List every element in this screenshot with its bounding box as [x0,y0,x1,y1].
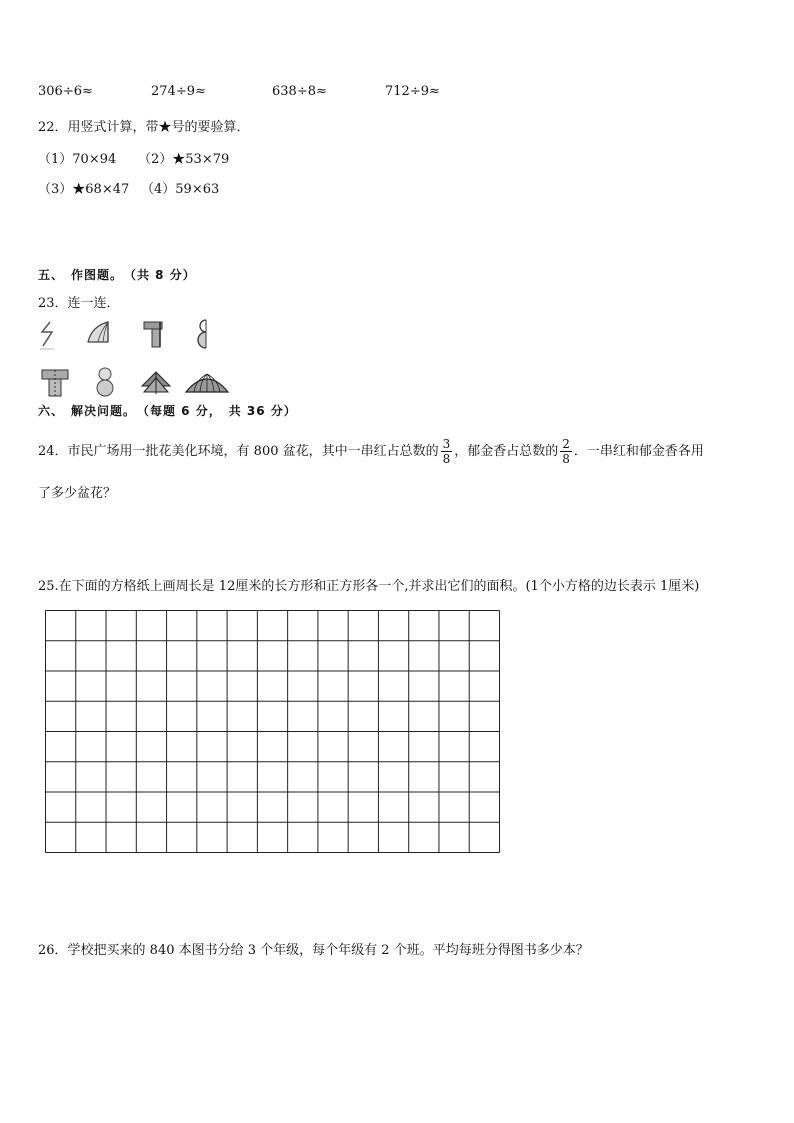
q22-item-4: （4）59×63 [141,182,220,197]
q22-item-3: （3）★68×47 [38,182,130,197]
q21-item-4: 712÷9≈ [385,84,440,99]
zigzag-half-icon [38,320,58,350]
hammer-half-icon [142,320,164,348]
q24-fraction-2 [560,437,572,466]
q23-title: 23．连一连． [38,296,120,311]
q24-text-part3: ．一串红和郁金香各用 [573,444,704,459]
hammer-full-icon [40,368,70,398]
q21-item-1: 306÷6≈ [38,84,93,99]
umbrella-full-icon [184,370,230,396]
q22-item-2: （2）★53×79 [138,152,230,167]
q22-title: 22．用竖式计算，带★号的要验算． [38,120,250,135]
umbrella-half-icon [86,320,114,346]
fraction-1-denominator: 8 [442,452,451,466]
section6-heading: 六、 解决问题。 （每题 6 分， 共 36 分） [38,404,297,418]
q22-item-1: （1）70×94 [38,152,117,167]
q26-text: 26．学校把买来的 840 本图书分给 3 个年级，每个年级有 2 个班。平均每班分得图书多少本？ [38,943,589,958]
q24-line1 [38,436,704,468]
q24-line2: 了多少盆花？ [38,486,117,501]
tree-full-icon [140,370,172,396]
fraction-2-denominator: 8 [562,452,570,466]
q24-fraction-1 [441,437,453,466]
q21-item-2: 274÷9≈ [151,84,206,99]
snowman-half-icon [194,318,210,350]
section5-heading: 五、 作图题。 （共 8 分） [38,268,196,282]
fraction-2-numerator: 2 [562,437,570,451]
snowman-full-icon [93,366,117,398]
q25-text: 25.在下面的方格纸上画周长是 12厘米的长方形和正方形各一个,并求出它们的面积。(1个小方格的边长表示 1厘米) [38,579,700,594]
q24-text-part1: 24．市民广场用一批花美化环境，有 800 盆花，其中一串红占总数的 [38,444,439,459]
q21-item-3: 638÷8≈ [272,84,327,99]
q24-text-part2: ，郁金香占总数的 [454,444,559,459]
grid-paper[interactable] [45,610,500,854]
fraction-1-numerator: 3 [442,437,451,451]
